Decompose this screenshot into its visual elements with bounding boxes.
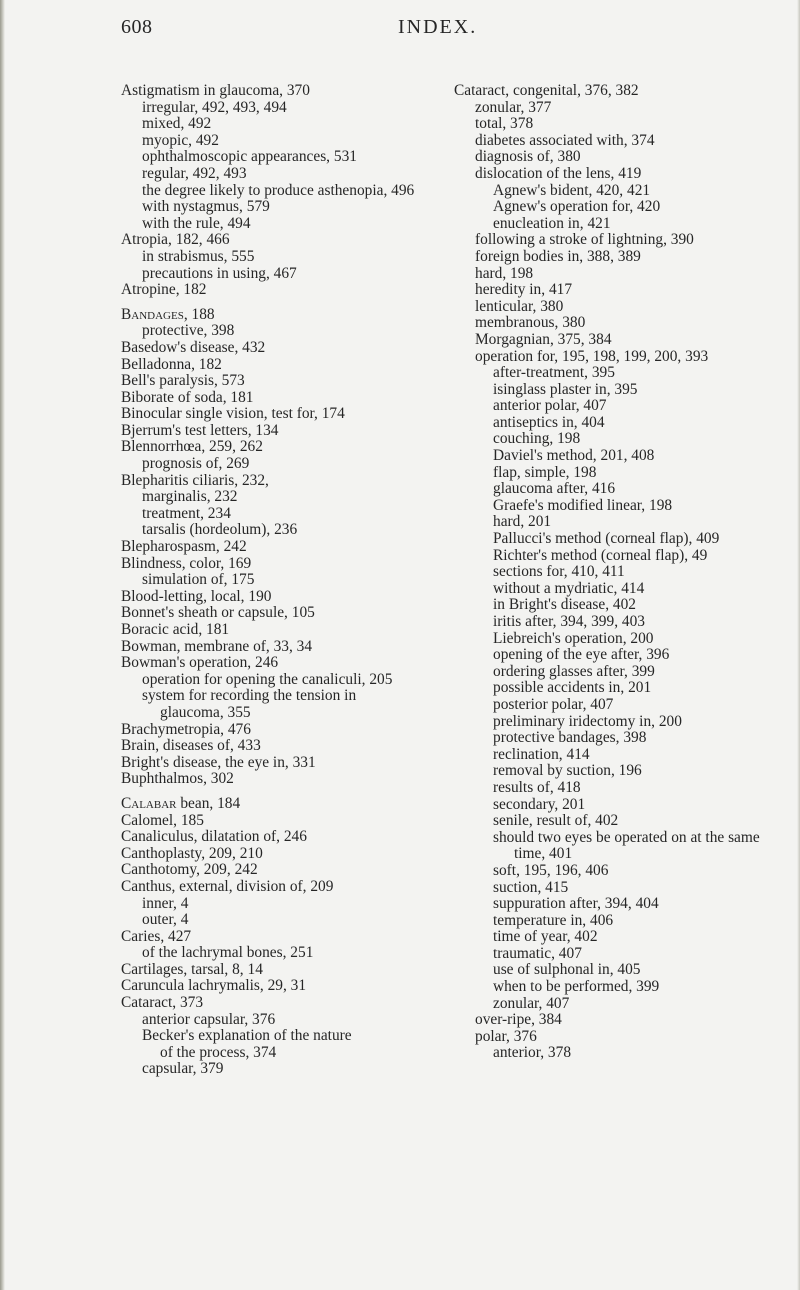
index-entry: traumatic, 407 bbox=[493, 944, 582, 962]
index-entry: irregular, 492, 493, 494 bbox=[142, 98, 287, 116]
index-entry: Calomel, 185 bbox=[121, 811, 204, 829]
index-entry: Agnew's bident, 420, 421 bbox=[493, 181, 651, 199]
index-entry: temperature in, 406 bbox=[493, 911, 614, 929]
index-entry: ophthalmoscopic appearances, 531 bbox=[142, 148, 357, 166]
index-entry: in Bright's disease, 402 bbox=[493, 596, 636, 614]
index-entry: Bowman's operation, 246 bbox=[121, 654, 279, 672]
index-entry: glaucoma after, 416 bbox=[493, 480, 616, 498]
index-entry: prognosis of, 269 bbox=[142, 455, 250, 473]
index-entry: flap, simple, 198 bbox=[493, 463, 597, 481]
index-entry: suppuration after, 394, 404 bbox=[493, 895, 659, 913]
index-entry: inner, 4 bbox=[142, 894, 189, 912]
index-entry: regular, 492, 493 bbox=[142, 164, 247, 182]
index-entry: tarsalis (hordeolum), 236 bbox=[142, 521, 298, 539]
index-entry: Bright's disease, the eye in, 331 bbox=[121, 753, 316, 771]
page-number: 608 bbox=[121, 16, 153, 38]
index-entry: Bell's paralysis, 573 bbox=[121, 372, 245, 390]
index-entry: Atropia, 182, 466 bbox=[121, 231, 230, 249]
index-entry: diagnosis of, 380 bbox=[475, 148, 581, 166]
index-entry: diabetes associated with, 374 bbox=[475, 131, 655, 149]
index-entry: with the rule, 494 bbox=[142, 214, 251, 232]
index-entry: should two eyes be operated on at the same time, 401 bbox=[493, 828, 760, 863]
index-entry: results of, 418 bbox=[493, 778, 581, 796]
index-entry: foreign bodies in, 388, 389 bbox=[475, 247, 641, 265]
index-entry: Brain, diseases of, 433 bbox=[121, 737, 261, 755]
index-entry: preliminary iridectomy in, 200 bbox=[493, 712, 682, 730]
index-entry: ordering glasses after, 399 bbox=[493, 662, 655, 680]
index-entry: Astigmatism in glaucoma, 370 bbox=[121, 82, 310, 99]
index-entry: isinglass plaster in, 395 bbox=[493, 380, 638, 398]
index-entry: opening of the eye after, 396 bbox=[493, 646, 670, 664]
index-entry: Blepharospasm, 242 bbox=[121, 538, 247, 556]
index-entry: Blood-letting, local, 190 bbox=[121, 587, 272, 605]
index-entry: sections for, 410, 411 bbox=[493, 563, 625, 581]
index-entry: system for recording the tension in bbox=[142, 687, 357, 705]
index-entry: total, 378 bbox=[475, 115, 534, 133]
index-entry: myopic, 492 bbox=[142, 131, 219, 149]
index-entry: Daviel's method, 201, 408 bbox=[493, 447, 655, 465]
index-entry: Becker's explanation of the nature bbox=[142, 1027, 352, 1045]
page-header bbox=[0, 16, 800, 46]
index-entry: Agnew's operation for, 420 bbox=[493, 198, 661, 216]
index-entry: anterior polar, 407 bbox=[493, 397, 607, 415]
index-entry: time of year, 402 bbox=[493, 928, 598, 946]
index-entry: hard, 201 bbox=[493, 513, 552, 531]
index-entry: without a mydriatic, 414 bbox=[493, 579, 645, 597]
index-entry: capsular, 379 bbox=[142, 1060, 224, 1078]
index-entry: marginalis, 232 bbox=[142, 488, 238, 506]
index-entry: antiseptics in, 404 bbox=[493, 413, 605, 431]
index-entry: Belladonna, 182 bbox=[121, 355, 222, 373]
index-entry: treatment, 234 bbox=[142, 504, 231, 522]
index-entry: Bandages, 188 bbox=[121, 305, 215, 323]
index-entry: Blindness, color, 169 bbox=[121, 554, 252, 572]
index-entry: zonular, 377 bbox=[475, 98, 552, 116]
index-entry: Biborate of soda, 181 bbox=[121, 388, 254, 406]
index-entry: heredity in, 417 bbox=[475, 281, 573, 299]
index-entry: Canthoplasty, 209, 210 bbox=[121, 844, 263, 862]
index-entry: when to be performed, 399 bbox=[493, 978, 660, 996]
index-entry: Cataract, congenital, 376, 382 bbox=[454, 82, 639, 99]
index-column-right bbox=[454, 83, 794, 1062]
index-entry: dislocation of the lens, 419 bbox=[475, 164, 642, 182]
index-entry: removal by suction, 196 bbox=[493, 762, 642, 780]
index-entry: protective, 398 bbox=[142, 322, 235, 340]
index-entry: Calabar bean, 184 bbox=[121, 794, 241, 812]
index-entry: hard, 198 bbox=[475, 264, 534, 282]
index-entry: Morgagnian, 375, 384 bbox=[475, 330, 612, 348]
index-column-left bbox=[121, 83, 451, 1078]
index-entry: Caruncula lachrymalis, 29, 31 bbox=[121, 977, 307, 995]
index-entry: Richter's method (corneal flap), 49 bbox=[493, 546, 708, 564]
index-entry: in strabismus, 555 bbox=[142, 247, 255, 265]
index-entry: simulation of, 175 bbox=[142, 571, 255, 589]
index-entry: after-treatment, 395 bbox=[493, 364, 615, 382]
index-entry: Boracic acid, 181 bbox=[121, 621, 230, 638]
index-entry: Bjerrum's test letters, 134 bbox=[121, 421, 279, 439]
index-entry: Bowman, membrane of, 33, 34 bbox=[121, 637, 313, 655]
index-entry: the degree likely to produce asthenopia, 496 bbox=[142, 181, 415, 199]
index-entry: with nystagmus, 579 bbox=[142, 198, 270, 216]
index-entry: Buphthalmos, 302 bbox=[121, 770, 234, 788]
index-entry: lenticular, 380 bbox=[475, 297, 564, 315]
index-entry: soft, 195, 196, 406 bbox=[493, 861, 609, 879]
index-entry: of the lachrymal bones, 251 bbox=[142, 944, 314, 962]
index-entry: Blepharitis ciliaris, 232, bbox=[121, 471, 269, 489]
index-entry: possible accidents in, 201 bbox=[493, 679, 652, 697]
index-entry: anterior capsular, 376 bbox=[142, 1010, 276, 1028]
index-entry: posterior polar, 407 bbox=[493, 695, 614, 713]
index-entry: precautions in using, 467 bbox=[142, 264, 297, 282]
index-entry: Brachymetropia, 476 bbox=[121, 720, 251, 738]
index-entry: mixed, 492 bbox=[142, 115, 212, 133]
index-entry: Bonnet's sheath or capsule, 105 bbox=[121, 604, 315, 622]
index-entry: Canthotomy, 209, 242 bbox=[121, 861, 258, 879]
running-head-title: INDEX. bbox=[398, 16, 478, 38]
index-entry: senile, result of, 402 bbox=[493, 812, 619, 830]
index-entry: Caries, 427 bbox=[121, 927, 192, 945]
index-entry: Liebreich's operation, 200 bbox=[493, 629, 654, 647]
index-entry: iritis after, 394, 399, 403 bbox=[493, 613, 645, 630]
page-binding-edge bbox=[0, 0, 5, 1290]
index-entry: following a stroke of lightning, 390 bbox=[475, 231, 694, 249]
index-entry: operation for, 195, 198, 199, 200, 393 bbox=[475, 347, 709, 365]
index-entry: outer, 4 bbox=[142, 911, 189, 929]
index-entry: zonular, 407 bbox=[493, 994, 570, 1012]
index-entry: secondary, 201 bbox=[493, 795, 586, 813]
index-entry: protective bandages, 398 bbox=[493, 729, 647, 747]
index-entry: anterior, 378 bbox=[493, 1044, 572, 1062]
index-entry: glaucoma, 355 bbox=[160, 703, 251, 721]
index-entry: Blennorrhœa, 259, 262 bbox=[121, 438, 263, 456]
index-entry: of the process, 374 bbox=[160, 1043, 277, 1061]
index-entry: reclination, 414 bbox=[493, 745, 590, 763]
index-entry: Canaliculus, dilatation of, 246 bbox=[121, 828, 307, 846]
index-entry: Cataract, 373 bbox=[121, 994, 204, 1012]
index-entry: Atropine, 182 bbox=[121, 281, 207, 299]
index-entry: over-ripe, 384 bbox=[475, 1011, 562, 1029]
index-entry: Cartilages, tarsal, 8, 14 bbox=[121, 960, 263, 978]
index-entry: Canthus, external, division of, 209 bbox=[121, 877, 334, 895]
index-entry: enucleation in, 421 bbox=[493, 214, 611, 232]
index-entry: Binocular single vision, test for, 174 bbox=[121, 405, 345, 423]
index-entry: operation for opening the canaliculi, 205 bbox=[142, 670, 393, 688]
index-entry: use of sulphonal in, 405 bbox=[493, 961, 641, 979]
index-entry: membranous, 380 bbox=[475, 314, 586, 332]
index-entry: Pallucci's method (corneal flap), 409 bbox=[493, 530, 720, 548]
index-entry: couching, 198 bbox=[493, 430, 581, 448]
index-entry: polar, 376 bbox=[475, 1027, 537, 1045]
index-entry: Basedow's disease, 432 bbox=[121, 338, 266, 356]
index-entry: suction, 415 bbox=[493, 878, 569, 896]
index-entry: Graefe's modified linear, 198 bbox=[493, 496, 673, 514]
